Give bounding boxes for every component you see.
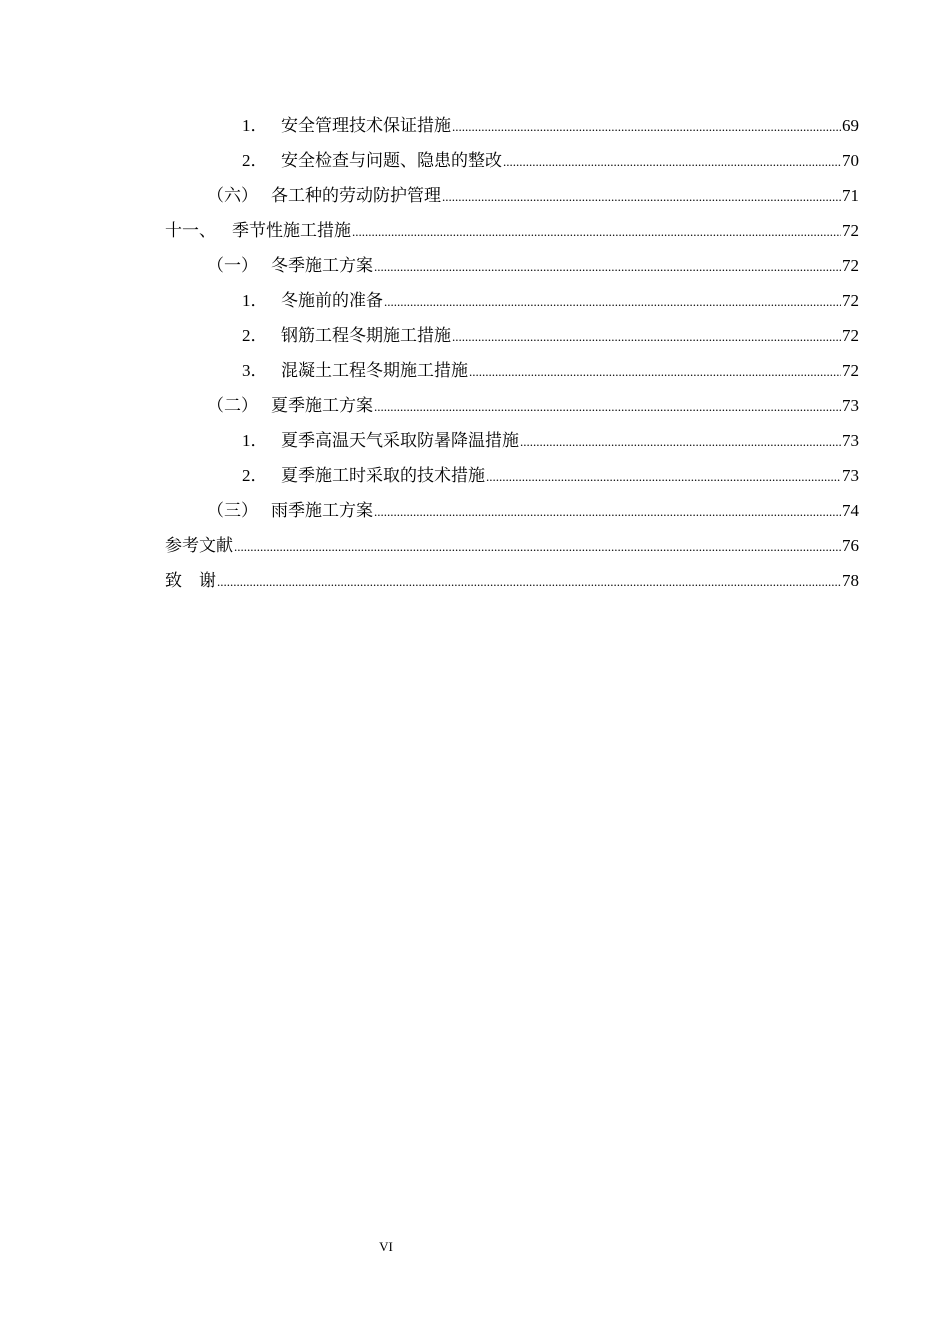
toc-entry-number: 1． (242, 291, 268, 310)
toc-entry[interactable] (207, 248, 859, 283)
toc-dot-leader (217, 564, 841, 599)
toc-entry[interactable] (207, 178, 859, 213)
toc-entry-title: 冬施前的准备 (281, 291, 383, 310)
toc-entry-page: 73 (842, 396, 859, 415)
toc-entry-title: 安全管理技术保证措施 (281, 116, 451, 135)
toc-entry[interactable] (165, 528, 859, 563)
toc-entry[interactable] (242, 458, 859, 493)
toc-entry-page: 73 (842, 431, 859, 450)
toc-entry-title: 各工种的劳动防护管理 (271, 186, 441, 205)
toc-entry[interactable] (165, 563, 859, 598)
toc-entry-title: 季节性施工措施 (232, 221, 351, 240)
toc-entry-page: 70 (842, 151, 859, 170)
toc-entry-number: 十一、 (165, 221, 216, 240)
toc-entry[interactable] (242, 318, 859, 353)
toc-entry-title: 致 谢 (165, 571, 216, 590)
toc-entry-title: 混凝土工程冬期施工措施 (281, 361, 468, 380)
toc-entry-number: 2． (242, 326, 268, 345)
toc-entry-title: 夏季施工方案 (271, 396, 373, 415)
toc-entry-number: 3． (242, 361, 268, 380)
toc-entry-page: 72 (842, 361, 859, 380)
toc-entry-page: 72 (842, 291, 859, 310)
toc-entry-page: 71 (842, 186, 859, 205)
toc-entry-title: 参考文献 (165, 536, 233, 555)
toc-entry[interactable] (207, 388, 859, 423)
toc-entry[interactable] (242, 423, 859, 458)
toc-entry-title: 钢筋工程冬期施工措施 (281, 326, 451, 345)
toc-dot-leader (374, 494, 841, 529)
toc-entry-page: 72 (842, 221, 859, 240)
toc-entry[interactable] (242, 108, 859, 143)
toc-dot-leader (452, 319, 841, 354)
toc-dot-leader (486, 459, 841, 494)
toc-dot-leader (469, 354, 841, 389)
toc-entry-number: 1． (242, 431, 268, 450)
toc-entry-number: （三） (207, 501, 258, 520)
toc-entry-page: 76 (842, 536, 859, 555)
toc-entry-page: 74 (842, 501, 859, 520)
toc-entry[interactable] (242, 143, 859, 178)
toc-entry[interactable] (207, 493, 859, 528)
toc-entry-number: 2． (242, 466, 268, 485)
toc-entry-title: 安全检查与问题、隐患的整改 (281, 151, 502, 170)
toc-dot-leader (520, 424, 841, 459)
toc-entry-page: 69 (842, 116, 859, 135)
toc-entry-title: 冬季施工方案 (271, 256, 373, 275)
toc-entry-title: 夏季施工时采取的技术措施 (281, 466, 485, 485)
toc-entry-page: 73 (842, 466, 859, 485)
toc-entry-title: 雨季施工方案 (271, 501, 373, 520)
toc-dot-leader (384, 284, 841, 319)
toc-entry-number: （六） (207, 186, 258, 205)
toc-entry[interactable] (165, 213, 859, 248)
toc-entry-number: 1． (242, 116, 268, 135)
toc-dot-leader (352, 214, 841, 249)
toc-entry[interactable] (242, 283, 859, 318)
toc-entry-page: 72 (842, 326, 859, 345)
page-number: VI (379, 1239, 393, 1254)
toc-entry-page: 78 (842, 571, 859, 590)
toc-dot-leader (442, 179, 841, 214)
toc-entry-title: 夏季高温天气采取防暑降温措施 (281, 431, 519, 450)
toc-entry-number: 2． (242, 151, 268, 170)
toc-dot-leader (452, 109, 841, 144)
toc-entry-number: （一） (207, 256, 258, 275)
toc-entry[interactable] (242, 353, 859, 388)
toc-dot-leader (503, 144, 841, 179)
toc-entry-page: 72 (842, 256, 859, 275)
toc-dot-leader (234, 529, 841, 564)
toc-dot-leader (374, 389, 841, 424)
toc-dot-leader (374, 249, 841, 284)
toc-entry-number: （二） (207, 396, 258, 415)
